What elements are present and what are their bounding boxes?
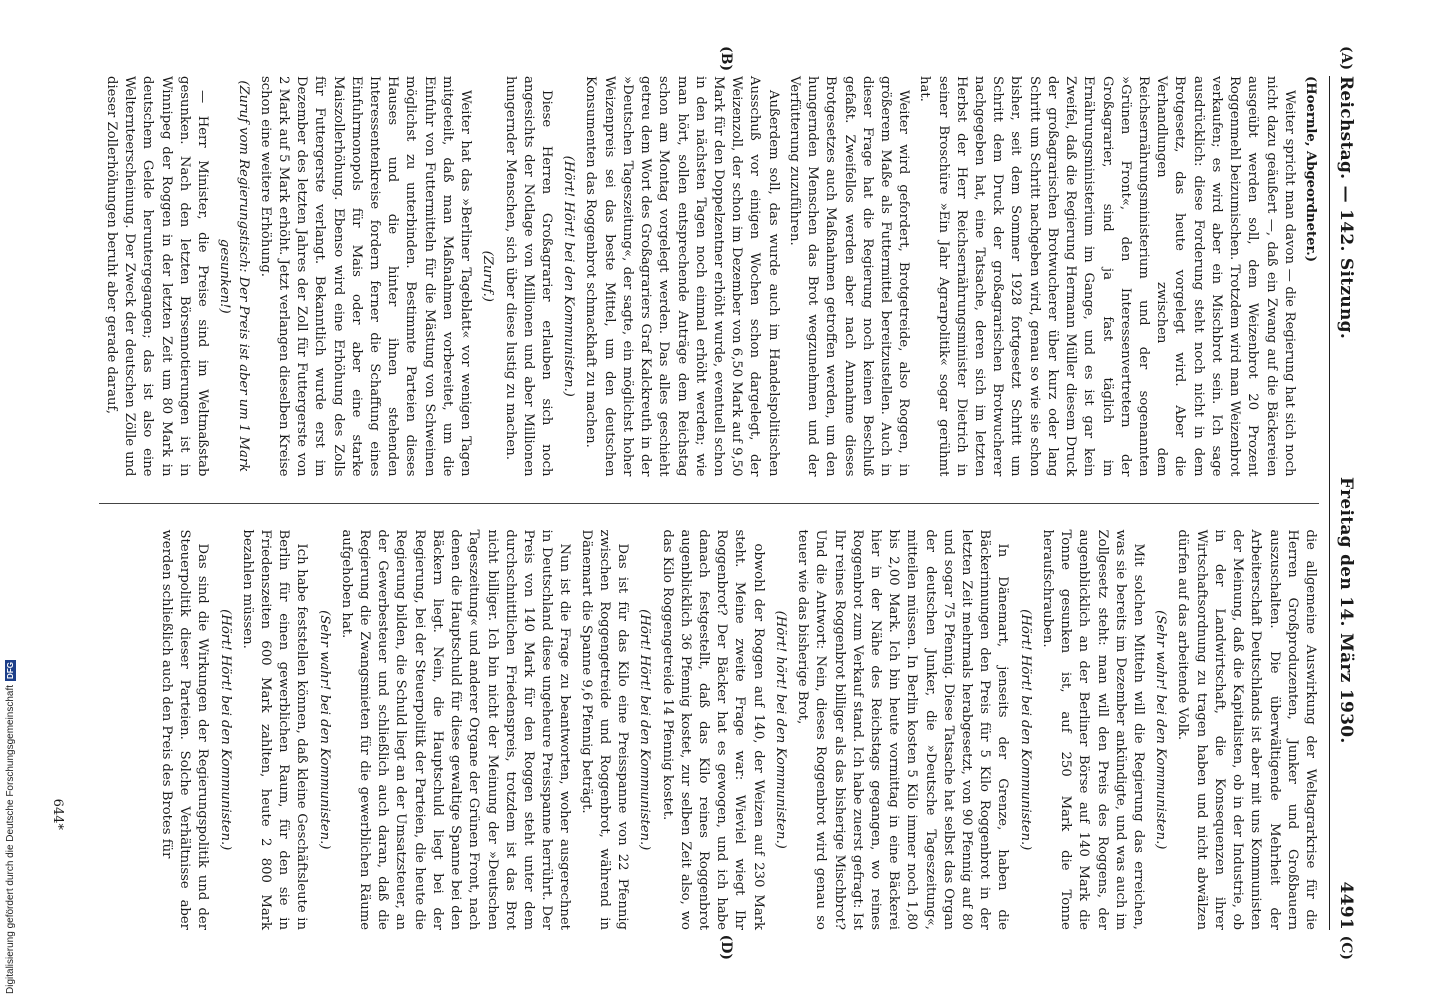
header-left: Reichstag. — 142. Sitzung. <box>1336 76 1356 340</box>
interjection: (Hört! Hört! bei den Kommunisten.) <box>637 609 653 851</box>
paragraph: die allgemeine Auswirkung der Weltagrarkrise für die Herren Großproduzenten, Junker und Großbauern auszuschalten. Die überwältigende Mehrheit der Arbeiterschaft Deutschlands ist aber mit uns Kommunisten der Meinung, daß die Kapitalisten, ob in der Industrie, ob in der Landwirtschaft, die Konsequenzen ihrer Wirtschaftsordnung zu tragen haben und nicht abwälzen dürfen auf das arbeitende Volk. <box>1175 529 1318 930</box>
paragraph: — Herr Minister, die Preise sind im Weltmaßstab gesunken. Nach den letzten Börsennotierungen ist in Winnipeg der Roggen in der letzten Zeit um 80 Mark in deutschem Gelde heruntergegangen; das ist also eine Welternteerscheinung. Der Zweck der deutschen Zölle und dieser Zollerhöhungen beruht aber gerade darauf, <box>104 76 211 477</box>
column-divider <box>99 503 1319 504</box>
paragraph: Außerdem soll, das wurde auch im Handelspolitischen Ausschuß vor einigen Wochen schon dargelegt, der Weizenzoll, der schon im Dezember von 6,50 Mark auf 9,50 Mark für den Doppelzentner erhöht wurde, eventuell schon in den nächsten Tagen noch einmal erhöht werden; wie man hört, sollen entsprechende Anträge dem Reichstag schon am Montag vorgelegt werden. Das alles geschieht getreu dem Wort des Großagrariers Graf Kalckreuth in der »Deutschen Tageszeitung«, der sagte, ein möglichst hoher Weizenpreis sei das beste Mittel, um den deutschen Konsumenten das Roggenbrot schmackhaft zu machen. <box>583 76 781 477</box>
digitalization-note <box>4 608 16 994</box>
paragraph: obwohl der Roggen auf 140, der Weizen auf 230 Mark steht. Meine zweite Frage war: Wieviel wiegt Ihr Roggenbrot? Der Bäcker hat es gewogen, und ich habe danach festgestellt, daß das Kilo reines Roggenbrot augenblicklich 36 Pfennig kostet, zur selben Zeit also, wo das Kilo Roggengetreide 14 Pfennig kostet. <box>659 529 766 930</box>
header-date: Freitag den 14. März 1930. <box>1336 477 1356 744</box>
page-number: 4491 <box>1336 881 1356 930</box>
paragraph: Weiter wird gefordert, Brotgetreide, also Roggen, in größerem Maße als Futtermittel bereitzustellen. Auch in dieser Frage hat die Regierung noch keinen Beschluß gefaßt. Zweifellos werden aber nach Annahme dieses Brotgesetzes auch Maßnahmen getroffen werden, um den hungernden Menschen das Brot wegzunehmen und der Verfütterung zuzuführen. <box>786 76 912 477</box>
left-column <box>99 76 1319 477</box>
paragraph: In Dänemart, jenseits der Grenze, haben die Bäckerinnungen den Preis für 5 Kilo Roggenbrot in der letzten Zeit mehrmals herabgesetzt, von 90 Pfennig auf 80 und sogar 75 Pfennig. Diese Tatsache hat selbst das Organ der deutschen Junker, die »Deutsche Tageszeitung«, mitteilen müssen. In Berlin kosten 5 Kilo immer noch 1,80 bis 2,00 Mark. Ich bin heute vormittag in eine Bäckerei hier in der Nähe des Reichstags gegangen, wo reines Roggenbrot zum Verkauf stand. Ich habe zuerst gefragt: Ist Ihr reines Roggenbrot billiger als das bisherige Mischbrot? Und die Antwort: Nein, dieses Roggenbrot wird genau so teuer wie das bisherige Brot, <box>795 529 1011 930</box>
note-text: Digitalisierung gefördert durch die Deutsche Forschungsgemeinschaft <box>4 684 16 994</box>
paragraph: Nun ist die Frage zu beantworten, woher ausgerechnet in Deutschland diese ungeheure Preisspanne herrührt. Der Preis von 140 Mark für den Roggen steht unter dem durchschnittlichen Friedenspreis, trotzdem ist das Brot nicht billiger. Ich bin nicht der Meinung der »Deutschen Tageszeitung« und anderer Organe der Grünen Front, nach denen die Hauptschuld für diese gewaltige Spanne bei den Bäckern liegt. Nein, die Hauptschuld liegt bei der Regierung, bei der Steuerpolitik der Parteien, die heute die Regierung bilden, die Schuld liegt an der Umsatzsteuer, an der Gewerbesteuer und schließlich auch daran, daß die Regierung die Zwangsmieten für die gewerblichen Räume aufgehoben hat. <box>338 529 573 930</box>
interjection: (Hört! Hört! bei den Kommunisten.) <box>1017 609 1033 851</box>
interjection: (Hört! Hört! bei den Kommunisten.) <box>217 609 233 851</box>
interjection: (Sehr wahr! bei den Kommunisten.) <box>316 610 332 850</box>
speaker-line: (Hoernle, Abgeordneter.) <box>1303 76 1318 263</box>
interjection: (Zuruf.) <box>480 250 496 302</box>
dfg-logo-icon: DFG <box>5 662 15 679</box>
page-header <box>1329 76 1356 930</box>
margin-marker-b: (B) <box>718 46 734 72</box>
paragraph: Weiter spricht man davon — die Regierung hat sich noch nicht dazu geäußert —, daß ein Zwang auf die Bäckereien ausgeübt werden soll, dem Weizenbrot 20 Prozent Roggenmehl beizumischen. Trotzdem wird man Weizenbrot verkaufen; es wird aber ein Mischbrot sein. Ich sage ausdrücklich: diese Forderung steht noch nicht in dem Brotgesetz, das heute vorgelegt wird. Aber die Verhandlungen zwischen dem Reichsernährungsministerium und der sogenannten »Grünen Front«, den Interessenvertretern der Großagrarier, sind ja fast täglich im Ernährungsministerium im Gange, und es ist gar kein Zweifel, daß die Regierung Hermann Müller diesem Druck der großagrarischen Brotwucherer über kurz oder lang Schritt um Schritt nachgeben wird, genau so wie sie schon bisher, seit dem Sommer 1928 fortgesetzt Schritt um Schritt dem Druck der großagrarischen Brotwucherer nachgegeben hat, eine Tatsache, deren sich im letzten Herbst der Herr Reichsernährungsminister Dietrich in seiner Broschüre »Ein Jahr Agrarpolitik« sogar gerühmt hat. <box>917 76 1297 477</box>
right-column <box>99 530 1319 931</box>
interjection: (Hört! Hört! bei den Kommunisten.) <box>561 155 577 397</box>
paragraph: Das sind die Wirkungen der Regierungspolitik und der Steuerpolitik dieser Parteien. Solche Verhältnisse aber werden schließlich auch den Preis des Brotes für <box>158 529 211 930</box>
sheet-signature: 644* <box>50 798 65 830</box>
interjection: (Hört! hört! bei den Kommunisten.) <box>772 610 788 849</box>
margin-marker-c: (C) <box>1338 935 1354 960</box>
margin-marker-d: (D) <box>718 934 734 960</box>
text-columns <box>99 76 1319 930</box>
paragraph: Diese Herren Großagrarier erlauben sich noch angesichts der Notlage von Millionen und aber Millionen hungernder Menschen, sich über diese lustig zu machen. <box>502 76 555 477</box>
paragraph: Das ist für das Kilo eine Preisspanne von 22 Pfennig zwischen Roggengetreide und Roggenbrot, während in Dänemart die Spanne 9,6 Pfennig beträgt. <box>578 529 631 930</box>
interjection: (Sehr wahr! bei den Kommunisten.) <box>1153 610 1169 850</box>
paragraph: Mit solchen Mitteln will die Regierung das erreichen, was sie bereits im Dezember ankündigte, und was auch im Zollgesetz steht: man will den Preis des Roggens, der augenblicklich an der Berliner Börse auf 140 Mark die Tonne gesunken ist, auf 250 Mark die Tonne heraufschrauben. <box>1039 529 1147 930</box>
paragraph: Ich habe feststellen können, daß kleine Geschäftsleute in Berlin für einen gewerblichen Raum, für den sie in Friedenszeiten 600 Mark zahlten, heute 2 800 Mark bezahlen müssen. <box>239 529 310 930</box>
margin-marker-a: (A) <box>1338 46 1354 71</box>
interjection: (Zuruf vom Regierungstisch: Der Preis ist aber um 1 Mark gesunken!) <box>217 80 251 473</box>
paragraph: Weiter hat das »Berliner Tageblatt« vor wenigen Tagen mitgeteilt, daß man Maßnahmen vorbereitet, um die Einfuhr von Futtermitteln für die Mästung von Schweinen möglichst zu unterbinden. Bestimmte Parteien dieses Hauses und die hinter ihnen stehenden Interessentenkreise fordern ferner die Schaffung eines Einfuhrmonopols für Mais oder aber eine starke Maiszollerhöhung. Ebenso wird eine Erhöhung des Zolls für Futtergerste verlangt. Bekanntlich wurde erst im Dezember des letzten Jahres der Zoll für Futtergerste von 2 Mark auf 5 Mark erhöht. Jetzt verlangen dieselben Kreise schon eine weitere Erhöhung. <box>257 76 474 477</box>
